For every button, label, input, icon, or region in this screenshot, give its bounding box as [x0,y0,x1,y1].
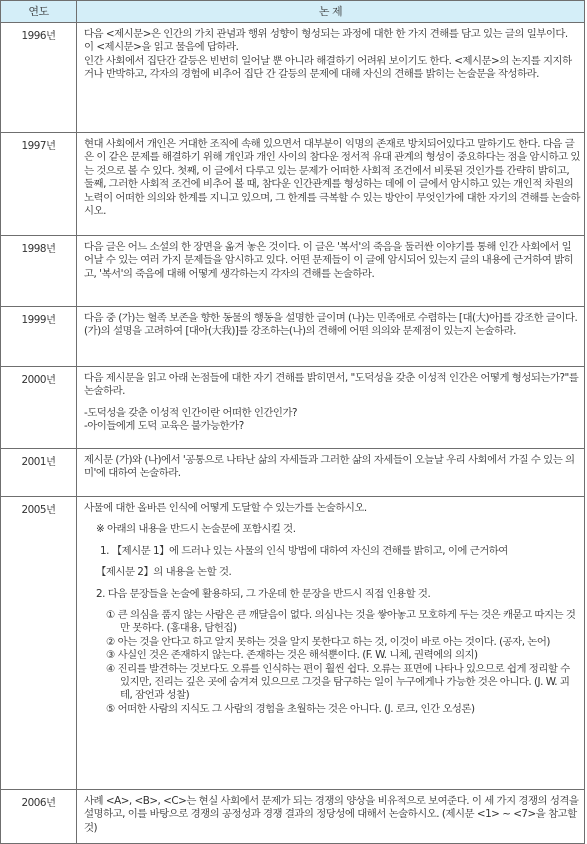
topic-text: 현대 사회에서 개인은 거대한 조직에 속해 있으면서 대부분이 익명의 존재로 방치되어있다고 말하기도 한다. 다음 글은 이 같은 문제를 해결하기 위해 개인과 개인 사이의 참다운 정서적 유대 관계의 형성이 중요하다는 점을 암시하고 있는 것으로 볼 수 있다. 첫째, 이 글에서 다루고 있는 문제가 어떠한 사회적 조건에서 비롯된 것인가를 간략히 밝히고, 둘째, 그러한 사회적 조건에 비추어 볼 때, 참다운 인간관계를 형성하는 데에 이 글에서 암시하고 있는 개인적 차원의 노력이 어떠한 의의와 한계를 지니고 있으며, 그 한계를 극복할 수 있는 방안이 무엇인가에 대한 자기의 견해를 논술하시오. [84,138,580,218]
table-row [1,133,585,236]
year-cell: 1997년 [1,133,77,236]
topic-text: 제시문 (가)와 (나)에서 '공통으로 나타난 삶의 자세들과 그러한 삶의 자세들이 오늘날 우리 사회에서 가질 수 있는 의미'에 대하여 논술하라. [84,454,575,480]
topic-cell [77,497,585,790]
topic-text: 【제시문 2】의 내용을 논할 것. [96,566,232,579]
topic-text: 다음 <제시문>은 인간의 가치 관념과 행위 성향이 형성되는 과정에 대한 한 가지 견해를 담고 있는 글의 일부이다. 이 <제시문>을 읽고 물음에 답하라. [84,28,568,54]
topic-cell [77,367,585,449]
topic-text: 2. 다음 문장들을 논술에 활용하되, 그 가운데 한 문장을 반드시 직접 인용할 것. [96,587,431,600]
topic-text: -도덕성을 갖춘 이성적 인간이란 어떠한 인간인가? [84,406,298,419]
topic-cell [77,307,585,367]
topic-text: 다음 중 (가)는 혈족 보존을 향한 동물의 행동을 설명한 글이며 (나)는 민족애로 수렴하는 [대(大)아]를 강조한 글이다. (가)의 설명을 고려하여 [대아(大我)]를 강조하는(나)의 견해에 어떤 의의와 문제점이 있는지 논술하라. [84,312,578,338]
topic-text: 다음 제시문을 읽고 아래 논점들에 대한 자기 견해를 밝히면서, "도덕성을 갖춘 이성적 인간은 어떻게 형성되는가?"를 논술하라. [84,372,579,398]
year-cell: 2000년 [1,367,77,449]
year-cell: 1999년 [1,307,77,367]
topic-cell [77,449,585,497]
list-item: ② 아는 것을 안다고 하고 알지 못하는 것을 알지 못한다고 하는 것, 이것이 바로 아는 것이다. (공자, 논어) [106,635,550,648]
table-header-row [1,1,585,23]
year-cell: 2001년 [1,449,77,497]
list-item: ⑤ 어떠한 사람의 지식도 그 사람의 경험을 초월하는 것은 아니다. (J. 로크, 인간 오성론) [106,702,475,715]
list-item: ① 큰 의심을 품지 않는 사람은 큰 깨달음이 없다. 의심나는 것을 쌓아놓고 모호하게 두는 것은 캐묻고 따지는 것만 못하다. (홍대용, 담헌집) [106,609,576,635]
topic-text: 사례 <A>, <B>, <C>는 현실 사회에서 문제가 되는 경쟁의 양상을 비유적으로 보여준다. 이 세 가지 경쟁의 성격을 설명하고, 이를 바탕으로 경쟁의 공정성과 경쟁 결과의 정당성에 대해서 논술하시오. (제시문 <1> ~ <7>을 참고할 것) [84,795,579,834]
year-cell: 1998년 [1,236,77,307]
topic-cell [77,133,585,236]
topic-text: 다음 글은 어느 소설의 한 장면을 옮겨 놓은 것이다. 이 글은 '복서'의 죽음을 둘러싼 이야기를 통해 인간 사회에서 일어날 수 있는 여러 가지 문제들을 암시하고 있다. 어떤 문제들이 이 글에 암시되어 있는지 글의 내용에 근거하여 밝히고, '복서'의 죽음에 대해 어떻게 생각하는지 각자의 견해를 논술하라. [84,241,574,280]
header-topic: 논 제 [77,1,585,23]
list-item: ④ 진리를 발견하는 것보다도 오류를 인식하는 편이 훨씬 쉽다. 오류는 표면에 나타나 있으므로 쉽게 정리할 수 있지만, 진리는 깊은 곳에 숨겨져 있으므로 그것을 탐구하는 일이 누구에게나 가능한 것은 아니다. (J. W. 괴테, 잠언과 성찰) [106,662,570,702]
table-row [1,367,585,449]
table-row [1,307,585,367]
table-row [1,236,585,307]
topic-cell [77,23,585,133]
header-year: 연도 [1,1,77,23]
topic-cell [77,236,585,307]
topic-text: 1. 【제시문 1】에 드러나 있는 사물의 인식 방법에 대하여 자신의 견해를 밝히고, 이에 근거하여 [100,544,508,557]
list-item: ③ 사실인 것은 존재하지 않는다. 존재하는 것은 해석뿐이다. (F. W. 니체, 권력에의 의지) [106,649,478,662]
topic-cell [77,790,585,844]
year-cell: 1996년 [1,23,77,133]
topic-text: -아이들에게 도덕 교육은 불가능한가? [84,420,244,433]
table-row [1,497,585,790]
year-cell: 2005년 [1,497,77,790]
table-row [1,449,585,497]
topic-text: 인간 사회에서 집단간 갈등은 빈번히 일어날 뿐 아니라 해결하기 어려워 보이기도 한다. <제시문>의 논지를 지지하거나 반박하고, 각자의 경험에 비추어 집단 간 갈등의 문제에 대해 자신의 견해를 밝히는 논술문을 작성하라. [84,54,572,81]
table-row [1,23,585,133]
topic-text: 사물에 대한 올바른 인식에 어떻게 도달할 수 있는가를 논술하시오. [84,502,367,514]
year-cell: 2006년 [1,790,77,844]
topic-text: ※ 아래의 내용을 반드시 논술문에 포함시킬 것. [96,523,296,536]
table-row [1,790,585,844]
